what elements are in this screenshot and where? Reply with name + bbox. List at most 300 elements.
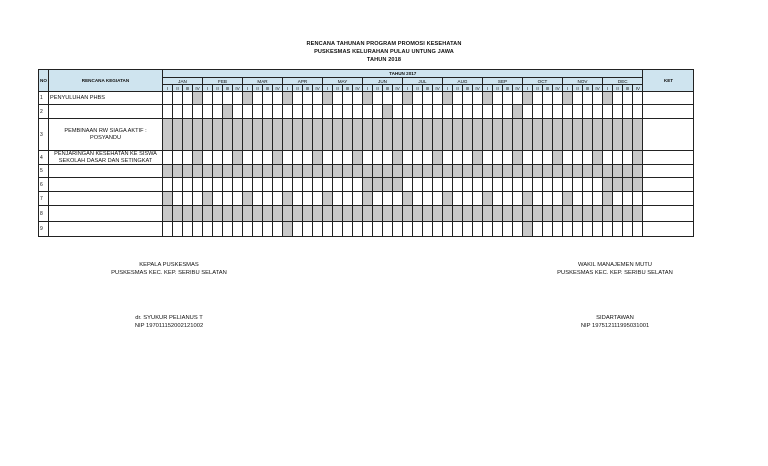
schedule-cell <box>593 178 603 192</box>
schedule-cell-filled <box>433 119 443 151</box>
schedule-cell <box>503 105 513 119</box>
schedule-cell <box>443 151 453 165</box>
week-header: IV <box>473 85 483 92</box>
schedule-cell-filled <box>163 119 173 151</box>
schedule-cell <box>243 151 253 165</box>
schedule-cell <box>233 92 243 105</box>
schedule-cell <box>203 92 213 105</box>
row-number: 5 <box>39 165 49 178</box>
schedule-cell-filled <box>423 165 433 178</box>
schedule-cell-filled <box>533 165 543 178</box>
schedule-cell-filled <box>353 151 363 165</box>
schedule-cell <box>293 222 303 237</box>
schedule-cell-filled <box>293 206 303 222</box>
schedule-cell-filled <box>343 119 353 151</box>
schedule-cell-filled <box>383 165 393 178</box>
schedule-cell <box>383 192 393 206</box>
schedule-cell <box>213 105 223 119</box>
schedule-cell <box>373 151 383 165</box>
schedule-cell-filled <box>283 206 293 222</box>
schedule-cell <box>353 178 363 192</box>
week-header: II <box>413 85 423 92</box>
week-header: IV <box>233 85 243 92</box>
schedule-cell <box>513 92 523 105</box>
schedule-cell <box>243 178 253 192</box>
schedule-cell <box>563 222 573 237</box>
schedule-cell-filled <box>553 119 563 151</box>
activity-cell <box>49 206 163 222</box>
week-header: IV <box>273 85 283 92</box>
week-header: II <box>293 85 303 92</box>
schedule-cell <box>573 92 583 105</box>
schedule-cell-filled <box>603 178 613 192</box>
schedule-cell-filled <box>253 119 263 151</box>
schedule-cell-filled <box>513 119 523 151</box>
schedule-cell <box>623 92 633 105</box>
schedule-cell <box>263 105 273 119</box>
schedule-cell <box>353 222 363 237</box>
schedule-cell <box>453 92 463 105</box>
schedule-cell <box>583 92 593 105</box>
schedule-cell <box>343 178 353 192</box>
schedule-cell-filled <box>633 178 643 192</box>
schedule-cell <box>513 222 523 237</box>
signature-right <box>540 262 690 277</box>
schedule-cell-filled <box>223 105 233 119</box>
schedule-cell-filled <box>243 165 253 178</box>
schedule-cell-filled <box>353 206 363 222</box>
schedule-cell <box>613 192 623 206</box>
schedule-cell-filled <box>533 206 543 222</box>
schedule-cell <box>523 105 533 119</box>
schedule-cell-filled <box>393 178 403 192</box>
schedule-cell-filled <box>303 165 313 178</box>
schedule-cell-filled <box>383 119 393 151</box>
schedule-cell-filled <box>633 165 643 178</box>
schedule-cell <box>323 105 333 119</box>
schedule-cell-filled <box>373 178 383 192</box>
schedule-cell-filled <box>613 178 623 192</box>
schedule-cell <box>333 151 343 165</box>
schedule-cell <box>493 105 503 119</box>
activity-cell: PENYULUHAN PHBS <box>49 92 163 105</box>
schedule-cell <box>223 151 233 165</box>
row-number: 7 <box>39 192 49 206</box>
schedule-cell <box>213 178 223 192</box>
schedule-cell <box>453 192 463 206</box>
schedule-cell-filled <box>523 192 533 206</box>
schedule-cell <box>343 105 353 119</box>
schedule-cell <box>623 222 633 237</box>
schedule-cell <box>493 192 503 206</box>
schedule-cell-filled <box>183 165 193 178</box>
schedule-cell <box>443 178 453 192</box>
schedule-cell <box>263 151 273 165</box>
schedule-cell-filled <box>323 119 333 151</box>
schedule-cell <box>183 92 193 105</box>
ket-cell <box>643 192 694 206</box>
schedule-cell-filled <box>313 119 323 151</box>
schedule-cell <box>493 178 503 192</box>
month-header: OCT <box>523 78 563 85</box>
week-header: IV <box>433 85 443 92</box>
schedule-cell <box>353 92 363 105</box>
schedule-cell-filled <box>493 119 503 151</box>
signature-right-name: SIDARTAWAN <box>596 315 634 321</box>
schedule-cell <box>273 192 283 206</box>
week-header: III <box>503 85 513 92</box>
schedule-cell-filled <box>193 206 203 222</box>
schedule-cell-filled <box>513 151 523 165</box>
schedule-cell <box>573 222 583 237</box>
col-year-header: TAHUN 2017 <box>163 70 643 78</box>
schedule-cell-filled <box>473 206 483 222</box>
schedule-cell-filled <box>163 206 173 222</box>
schedule-cell <box>213 222 223 237</box>
schedule-cell <box>383 92 393 105</box>
week-header: III <box>543 85 553 92</box>
schedule-cell-filled <box>283 92 293 105</box>
schedule-cell-filled <box>183 206 193 222</box>
schedule-cell <box>303 178 313 192</box>
schedule-cell-filled <box>443 119 453 151</box>
schedule-cell-filled <box>363 92 373 105</box>
month-header: SEP <box>483 78 523 85</box>
schedule-cell-filled <box>203 192 213 206</box>
schedule-cell-filled <box>223 165 233 178</box>
schedule-cell-filled <box>253 206 263 222</box>
schedule-cell <box>293 105 303 119</box>
schedule-cell-filled <box>333 165 343 178</box>
row-number: 3 <box>39 119 49 151</box>
schedule-cell-filled <box>523 92 533 105</box>
schedule-cell <box>463 178 473 192</box>
schedule-cell-filled <box>323 192 333 206</box>
signature-left-identity <box>94 315 244 330</box>
schedule-cell-filled <box>583 206 593 222</box>
schedule-cell-filled <box>283 192 293 206</box>
schedule-cell <box>553 92 563 105</box>
ket-cell <box>643 178 694 192</box>
schedule-cell <box>463 92 473 105</box>
schedule-cell-filled <box>273 151 283 165</box>
schedule-cell <box>633 105 643 119</box>
schedule-cell <box>163 151 173 165</box>
schedule-cell-filled <box>623 206 633 222</box>
schedule-cell <box>413 178 423 192</box>
schedule-cell-filled <box>233 206 243 222</box>
schedule-cell <box>293 178 303 192</box>
schedule-cell <box>473 92 483 105</box>
schedule-cell <box>563 105 573 119</box>
week-header: II <box>533 85 543 92</box>
schedule-cell-filled <box>353 119 363 151</box>
schedule-cell <box>193 192 203 206</box>
schedule-cell <box>253 178 263 192</box>
schedule-cell-filled <box>463 119 473 151</box>
schedule-cell-filled <box>413 119 423 151</box>
schedule-cell-filled <box>443 192 453 206</box>
schedule-cell-filled <box>563 119 573 151</box>
schedule-cell <box>383 222 393 237</box>
schedule-cell <box>503 178 513 192</box>
table-row <box>39 192 694 206</box>
schedule-cell <box>263 192 273 206</box>
week-header: IV <box>553 85 563 92</box>
activity-cell <box>49 192 163 206</box>
title-line-1: RENCANA TAHUNAN PROGRAM PROMOSI KESEHATAN <box>306 41 462 47</box>
schedule-cell <box>433 178 443 192</box>
schedule-cell-filled <box>363 165 373 178</box>
schedule-cell <box>263 92 273 105</box>
schedule-cell <box>343 151 353 165</box>
schedule-cell <box>603 222 613 237</box>
schedule-cell <box>183 192 193 206</box>
schedule-cell <box>203 222 213 237</box>
schedule-cell-filled <box>513 165 523 178</box>
schedule-cell <box>613 92 623 105</box>
schedule-cell <box>583 151 593 165</box>
schedule-cell-filled <box>603 165 613 178</box>
schedule-cell <box>403 222 413 237</box>
schedule-cell-filled <box>333 206 343 222</box>
schedule-cell-filled <box>583 119 593 151</box>
schedule-cell <box>393 222 403 237</box>
month-header: AUG <box>443 78 483 85</box>
schedule-cell-filled <box>523 165 533 178</box>
schedule-cell-filled <box>563 92 573 105</box>
schedule-cell <box>483 105 493 119</box>
schedule-cell <box>423 192 433 206</box>
schedule-cell <box>173 105 183 119</box>
schedule-cell <box>263 178 273 192</box>
week-header: IV <box>633 85 643 92</box>
schedule-cell-filled <box>623 178 633 192</box>
week-header: II <box>253 85 263 92</box>
row-number: 2 <box>39 105 49 119</box>
schedule-cell <box>303 151 313 165</box>
ket-cell <box>643 92 694 105</box>
schedule-cell-filled <box>323 165 333 178</box>
week-header: II <box>493 85 503 92</box>
schedule-cell <box>213 151 223 165</box>
signature-right-org: PUSKESMAS KEC. KEP. SERIBU SELATAN <box>557 269 673 276</box>
signature-left <box>104 262 234 277</box>
col-activity-header: RENCANA KEGIATAN <box>49 70 163 92</box>
schedule-cell <box>463 105 473 119</box>
schedule-cell-filled <box>593 151 603 165</box>
schedule-cell <box>213 92 223 105</box>
schedule-cell <box>483 151 493 165</box>
schedule-cell <box>183 222 193 237</box>
schedule-cell <box>473 222 483 237</box>
week-header: I <box>603 85 613 92</box>
schedule-cell <box>303 92 313 105</box>
schedule-cell <box>453 178 463 192</box>
schedule-cell-filled <box>563 165 573 178</box>
schedule-cell <box>493 92 503 105</box>
schedule-cell <box>453 222 463 237</box>
schedule-cell <box>283 151 293 165</box>
schedule-cell-filled <box>403 119 413 151</box>
schedule-cell <box>253 105 263 119</box>
schedule-cell-filled <box>343 206 353 222</box>
schedule-cell <box>213 192 223 206</box>
schedule-cell-filled <box>433 165 443 178</box>
schedule-cell <box>573 192 583 206</box>
schedule-cell-filled <box>383 178 393 192</box>
schedule-cell <box>623 192 633 206</box>
schedule-cell-filled <box>383 206 393 222</box>
schedule-cell <box>453 105 463 119</box>
schedule-cell-filled <box>223 206 233 222</box>
schedule-cell-filled <box>483 206 493 222</box>
schedule-cell <box>363 151 373 165</box>
table-row <box>39 105 694 119</box>
schedule-cell <box>413 92 423 105</box>
schedule-cell <box>293 92 303 105</box>
schedule-cell <box>163 92 173 105</box>
week-header: I <box>403 85 413 92</box>
schedule-cell-filled <box>243 206 253 222</box>
signature-right-identity <box>545 315 685 330</box>
schedule-cell <box>253 92 263 105</box>
schedule-cell <box>323 178 333 192</box>
schedule-cell-filled <box>503 165 513 178</box>
schedule-cell <box>533 192 543 206</box>
table-row <box>39 165 694 178</box>
col-ket-header: KET <box>643 70 694 92</box>
schedule-cell <box>343 92 353 105</box>
schedule-cell-filled <box>473 165 483 178</box>
schedule-cell <box>203 105 213 119</box>
schedule-cell <box>313 92 323 105</box>
schedule-cell-filled <box>203 119 213 151</box>
schedule-cell <box>453 151 463 165</box>
schedule-cell <box>183 178 193 192</box>
schedule-cell <box>163 178 173 192</box>
schedule-cell-filled <box>613 165 623 178</box>
schedule-cell-filled <box>173 206 183 222</box>
schedule-cell-filled <box>463 206 473 222</box>
schedule-cell-filled <box>543 119 553 151</box>
schedule-cell <box>193 105 203 119</box>
schedule-cell <box>533 92 543 105</box>
schedule-cell <box>193 178 203 192</box>
week-header: II <box>453 85 463 92</box>
week-header: IV <box>313 85 323 92</box>
week-header: II <box>613 85 623 92</box>
schedule-cell <box>163 222 173 237</box>
schedule-cell <box>593 222 603 237</box>
schedule-cell <box>503 151 513 165</box>
schedule-cell <box>223 192 233 206</box>
schedule-cell <box>253 192 263 206</box>
week-header: I <box>363 85 373 92</box>
week-header: III <box>183 85 193 92</box>
schedule-cell <box>273 92 283 105</box>
schedule-cell <box>613 105 623 119</box>
schedule-cell-filled <box>273 206 283 222</box>
schedule-table <box>38 69 694 237</box>
schedule-cell <box>203 151 213 165</box>
week-header: III <box>303 85 313 92</box>
week-header: II <box>373 85 383 92</box>
schedule-cell-filled <box>483 192 493 206</box>
schedule-cell <box>573 178 583 192</box>
schedule-cell-filled <box>323 92 333 105</box>
schedule-cell-filled <box>553 151 563 165</box>
schedule-cell-filled <box>193 151 203 165</box>
schedule-cell <box>283 105 293 119</box>
schedule-cell-filled <box>533 119 543 151</box>
schedule-cell <box>593 105 603 119</box>
schedule-cell <box>433 192 443 206</box>
schedule-cell <box>563 178 573 192</box>
schedule-cell-filled <box>313 165 323 178</box>
schedule-cell-filled <box>243 92 253 105</box>
schedule-cell <box>273 222 283 237</box>
schedule-cell-filled <box>313 151 323 165</box>
week-header: III <box>583 85 593 92</box>
schedule-cell <box>173 151 183 165</box>
week-header: III <box>423 85 433 92</box>
schedule-cell-filled <box>453 206 463 222</box>
schedule-cell-filled <box>283 119 293 151</box>
activity-cell: PENJARINGAN KESEHATAN KE SISWA SEKOLAH DASAR DAN SETINGKAT <box>49 151 163 165</box>
schedule-cell <box>233 178 243 192</box>
schedule-cell-filled <box>173 165 183 178</box>
schedule-cell <box>243 222 253 237</box>
schedule-cell-filled <box>393 119 403 151</box>
schedule-cell-filled <box>293 165 303 178</box>
week-header: III <box>343 85 353 92</box>
schedule-cell-filled <box>403 92 413 105</box>
schedule-cell-filled <box>483 119 493 151</box>
schedule-cell <box>243 105 253 119</box>
schedule-cell-filled <box>443 206 453 222</box>
week-header: III <box>463 85 473 92</box>
week-header: III <box>223 85 233 92</box>
schedule-cell <box>293 192 303 206</box>
schedule-cell <box>583 192 593 206</box>
schedule-cell <box>533 151 543 165</box>
schedule-cell <box>333 192 343 206</box>
schedule-cell <box>613 222 623 237</box>
schedule-cell <box>583 178 593 192</box>
schedule-cell <box>283 178 293 192</box>
schedule-cell <box>503 92 513 105</box>
schedule-cell <box>553 192 563 206</box>
schedule-cell-filled <box>213 206 223 222</box>
schedule-cell <box>253 151 263 165</box>
week-header: IV <box>193 85 203 92</box>
schedule-cell-filled <box>193 165 203 178</box>
schedule-cell <box>623 151 633 165</box>
table-row <box>39 151 694 165</box>
schedule-cell-filled <box>493 206 503 222</box>
week-header: I <box>323 85 333 92</box>
schedule-cell <box>423 105 433 119</box>
schedule-cell-filled <box>373 165 383 178</box>
schedule-cell <box>463 151 473 165</box>
month-header: MAR <box>243 78 283 85</box>
schedule-cell-filled <box>593 165 603 178</box>
schedule-cell-filled <box>243 192 253 206</box>
schedule-cell-filled <box>563 206 573 222</box>
schedule-cell-filled <box>163 192 173 206</box>
activity-cell <box>49 222 163 237</box>
